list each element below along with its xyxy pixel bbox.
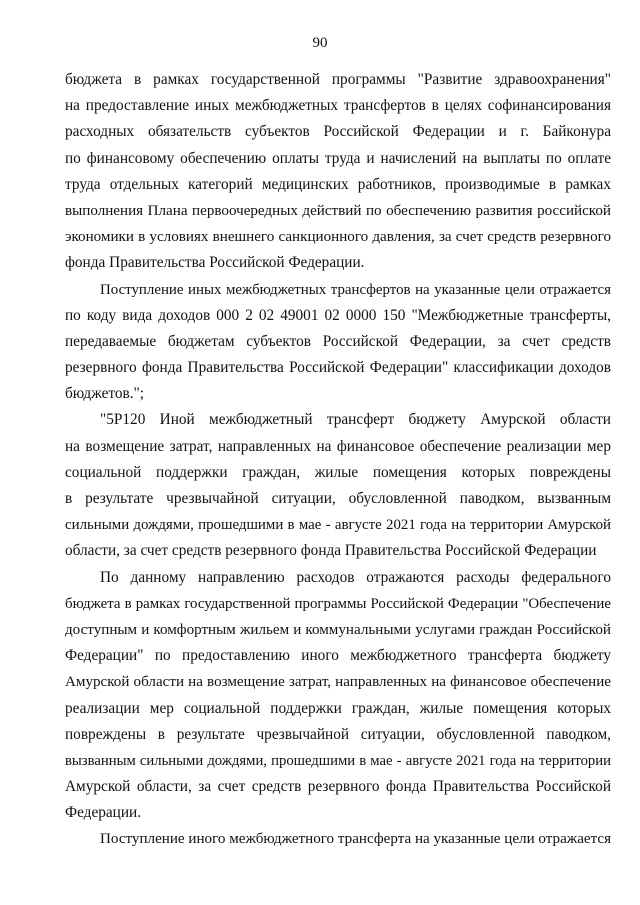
text-line: резервного фонда Правительства Российской Федерации" классификации доходов	[65, 359, 611, 377]
text-line: вызванным сильными дождями, прошедшими в мае - августе 2021 года на территории	[65, 752, 611, 769]
text-line: Амурской области на возмещение затрат, направленных на финансовое обеспечение	[65, 674, 611, 691]
text-line: повреждены в результате чрезвычайной ситуации, обусловленной паводком,	[65, 725, 611, 743]
text-line: на возмещение затрат, направленных на финансовое обеспечение реализации мер	[65, 437, 611, 455]
text-line: бюджета в рамках государственной программы Российской Федерации "Обеспечение	[65, 595, 611, 612]
text-line: доступным и комфортным жильем и коммунальными услугами граждан Российской	[65, 621, 611, 638]
text-line: выполнения Плана первоочередных действий по обеспечению развития российской	[65, 202, 611, 219]
text-line: расходных обязательств субъектов Российской Федерации и г. Байконура	[65, 123, 611, 141]
text-line: труда отдельных категорий медицинских работников, производимые в рамках	[65, 175, 611, 193]
text-line: социальной поддержки граждан, жилые помещения которых повреждены	[65, 463, 611, 481]
text-line: фонда Правительства Российской Федерации.	[65, 254, 365, 272]
text-line: экономики в условиях внешнего санкционного давления, за счет средств резервного	[65, 229, 611, 246]
text-line: Поступление иных межбюджетных трансфертов на указанные цели отражается	[100, 281, 611, 298]
page-number: 90	[312, 35, 328, 51]
text-line: бюджета в рамках государственной программы "Развитие здравоохранения"	[65, 71, 611, 88]
text-line: "5Р120 Иной межбюджетный трансферт бюджету Амурской области	[100, 411, 611, 429]
text-line: по коду вида доходов 000 2 02 49001 02 0000 150 "Межбюджетные трансферты,	[65, 306, 611, 324]
text-line: по финансовому обеспечению оплаты труда и начислений на выплаты по оплате	[65, 149, 611, 167]
text-line: области, за счет средств резервного фонда Правительства Российской Федерации	[65, 542, 597, 560]
text-line: передаваемые бюджетам субъектов Российской Федерации, за счет средств	[65, 332, 611, 350]
text-line: Амурской области, за счет средств резервного фонда Правительства Российской	[65, 778, 611, 796]
text-line: По данному направлению расходов отражаются расходы федерального	[100, 568, 611, 586]
text-line: в результате чрезвычайной ситуации, обусловленной паводком, вызванным	[65, 490, 611, 507]
text-line: на предоставление иных межбюджетных трансфертов в целях софинансирования	[65, 97, 611, 115]
text-line: Федерации" по предоставлению иного межбюджетного трансферта бюджету	[65, 647, 611, 665]
text-line: реализации мер социальной поддержки граждан, жилые помещения которых	[65, 699, 611, 717]
text-line: бюджетов.";	[65, 385, 145, 403]
document-body	[65, 67, 611, 853]
text-line: Федерации.	[65, 804, 142, 822]
text-line: Поступление иного межбюджетного трансферта на указанные цели отражается	[100, 831, 612, 848]
text-line: сильными дождями, прошедшими в мае - августе 2021 года на территории Амурской	[65, 517, 611, 534]
